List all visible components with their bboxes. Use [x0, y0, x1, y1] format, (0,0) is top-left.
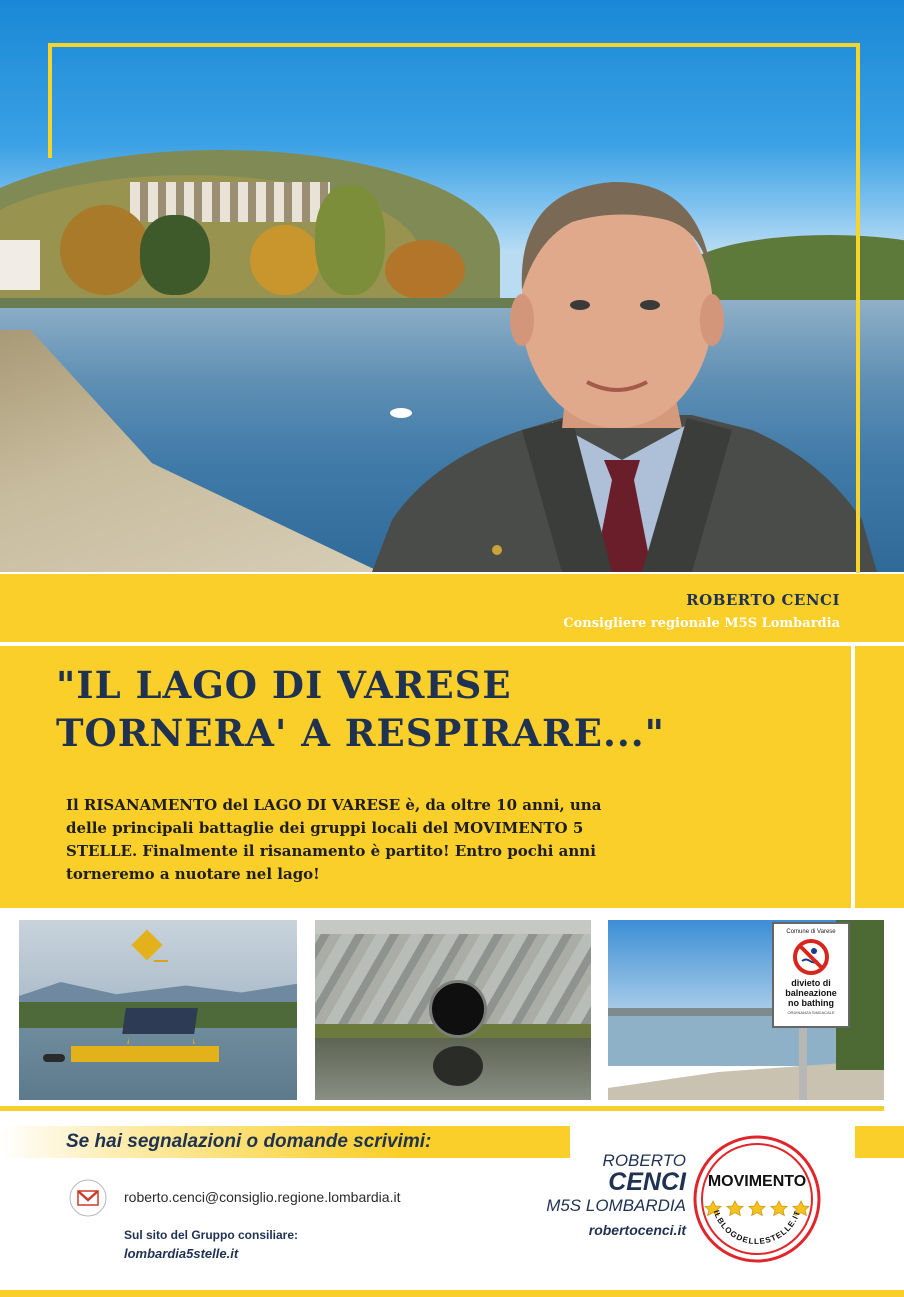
sign-line: balneazione — [785, 988, 837, 998]
frame-right — [856, 43, 860, 573]
candidate-role: Consigliere regionale M5S Lombardia — [563, 616, 840, 631]
sign-header: Comune di Varese — [786, 929, 836, 935]
candidate-portrait — [372, 160, 877, 572]
body-line: STELLE. Finalmente il risanamento è partito! Entro pochi anni — [66, 842, 596, 860]
frame-left — [48, 43, 52, 158]
contact-bar-end — [855, 1126, 904, 1158]
house — [0, 240, 40, 290]
sign-line: no bathing — [788, 998, 834, 1008]
sign-line: divieto di — [791, 978, 831, 988]
brand-party: M5S LOMBARDIA — [546, 1196, 686, 1215]
logo-ring-text: ILBLOGDELLESTELLE.IT — [711, 1208, 803, 1247]
candidate-name: ROBERTO CENCI — [686, 591, 840, 609]
email-link[interactable]: roberto.cenci@consiglio.regione.lombardia.it — [124, 1189, 401, 1205]
body-line: Il RISANAMENTO del LAGO DI VARESE è, da oltre 10 anni, una — [66, 796, 602, 814]
site-link[interactable]: lombardia5stelle.it — [124, 1246, 239, 1261]
movimento-logo-icon — [692, 1134, 822, 1264]
brand-website[interactable]: robertocenci.it — [588, 1222, 686, 1238]
no-swimming-icon — [792, 938, 830, 976]
sign-footer: ORDINANZA SINDACALE — [787, 1010, 835, 1015]
footer-top-line — [0, 1106, 884, 1111]
frame-top — [48, 43, 860, 47]
contact-title: Se hai segnalazioni o domande scrivimi: — [66, 1131, 432, 1152]
no-bathing-sign — [772, 922, 850, 1028]
site-label: Sul sito del Gruppo consiliare: — [124, 1228, 299, 1242]
body-line: torneremo a nuotare nel lago! — [66, 865, 320, 883]
brand-last-name: CENCI — [608, 1168, 686, 1196]
headline-line: TORNERA' A RESPIRARE..." — [56, 711, 665, 755]
body-text — [66, 794, 786, 886]
tree — [140, 215, 210, 295]
photo-no-bathing-sign — [608, 920, 884, 1100]
footer-bottom-line — [0, 1290, 904, 1297]
brand-first-name: ROBERTO — [602, 1151, 686, 1170]
autumn-tree — [250, 225, 320, 295]
headline-line: "IL LAGO DI VARESE — [56, 663, 512, 707]
photo-drain-outlet — [315, 920, 591, 1100]
headline — [56, 661, 856, 757]
photo-oxygen-platform — [19, 920, 297, 1100]
autumn-tree — [60, 205, 150, 295]
logo-text: MOVIMENTO — [707, 1173, 807, 1190]
village — [130, 182, 330, 222]
band-divider — [0, 642, 904, 646]
mail-icon — [69, 1179, 107, 1217]
body-line: delle principali battaglie dei gruppi locali del MOVIMENTO 5 — [66, 819, 584, 837]
